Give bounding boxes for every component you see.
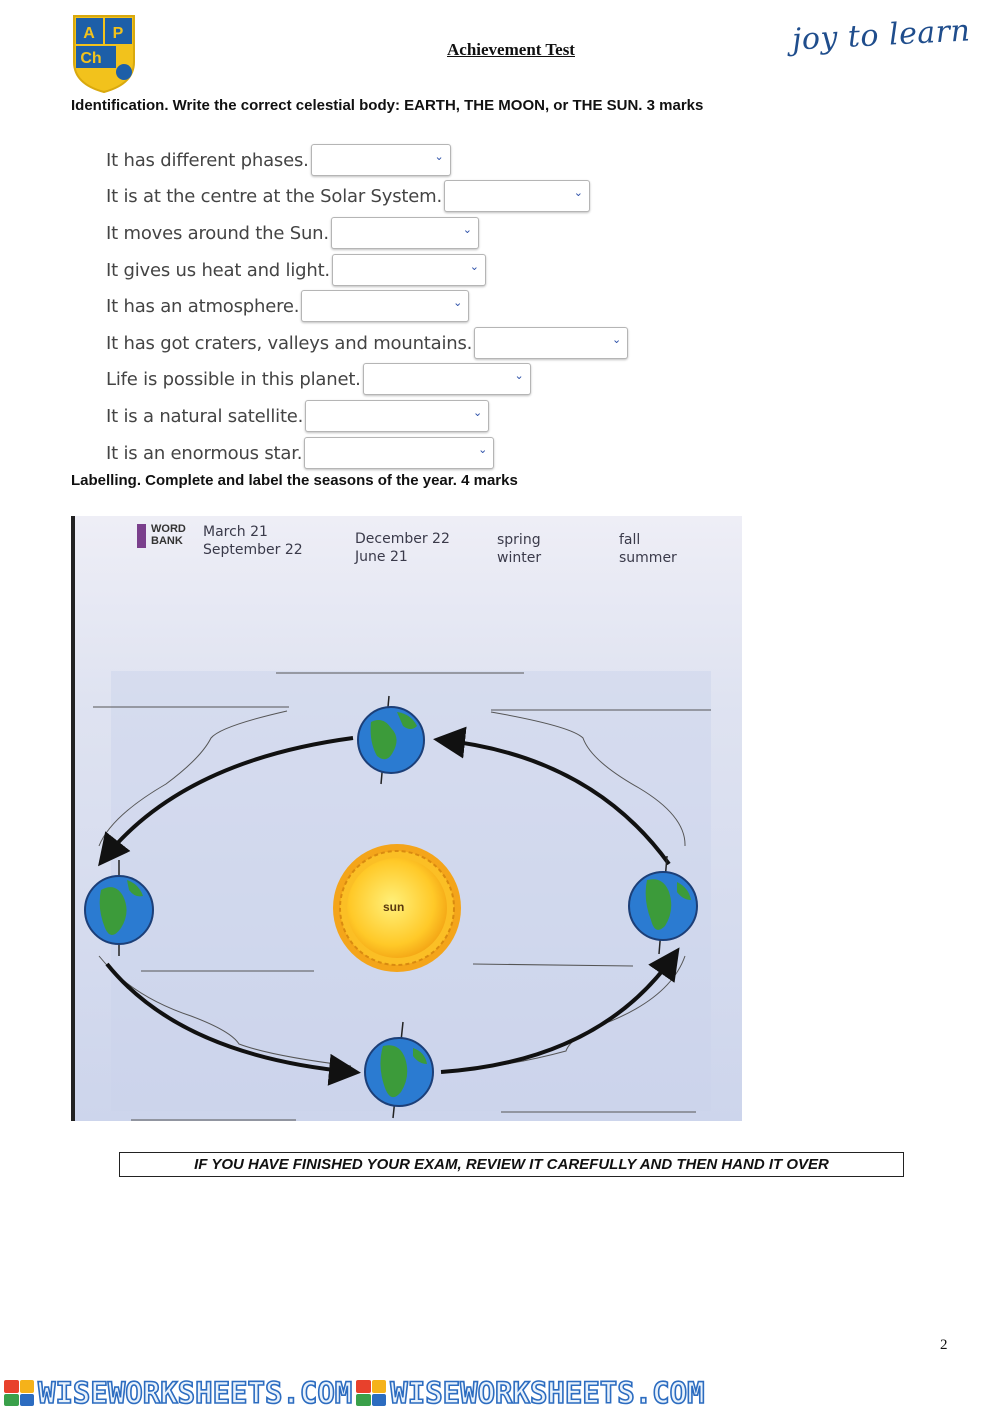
word-bank-item: winter	[497, 550, 542, 566]
question-text: It gives us heat and light.	[106, 259, 330, 281]
seasons-diagram	[71, 516, 742, 1121]
logo-letter-p: P	[112, 25, 124, 42]
chevron-down-icon: ⌄	[472, 406, 483, 419]
question-text: It is at the centre at the Solar System.	[106, 185, 443, 207]
page-title: Achievement Test	[447, 40, 575, 59]
word-bank-group	[619, 531, 677, 567]
answer-dropdown[interactable]	[444, 180, 590, 212]
chevron-down-icon: ⌄	[611, 333, 622, 346]
word-bank-item: June 21	[355, 549, 408, 565]
chevron-down-icon: ⌄	[434, 150, 444, 163]
wiseworksheets-logo-icon	[4, 1380, 34, 1406]
brand-logo: joy to learn	[791, 13, 972, 58]
chevron-down-icon: ⌄	[462, 223, 472, 236]
seasons-illustration	[71, 516, 742, 1121]
word-bank-item: fall	[619, 532, 641, 548]
word-bank-label-bank: BANK	[151, 535, 183, 547]
question-text: It has different phases.	[106, 149, 309, 171]
logo-letter-ch: Ch	[80, 50, 102, 67]
question-row	[106, 217, 479, 249]
chevron-down-icon: ⌄	[453, 296, 463, 309]
question-row	[106, 400, 489, 432]
question-row	[106, 327, 628, 359]
chevron-down-icon: ⌄	[514, 369, 524, 382]
chevron-down-icon: ⌄	[478, 443, 488, 456]
sun-label: sun	[383, 900, 405, 914]
section-heading-identification: Identification. Write the correct celestial body: EARTH, THE MOON, or THE SUN. 3 marks	[71, 97, 704, 114]
word-bank-badge	[137, 524, 189, 548]
word-bank-item: March 21	[203, 524, 268, 540]
word-bank-group	[355, 530, 450, 566]
page-number: 2	[940, 1337, 948, 1353]
word-bank-group	[203, 523, 303, 559]
watermark-banner	[0, 1378, 1000, 1408]
question-row	[106, 144, 451, 176]
word-bank-item: September 22	[203, 542, 303, 558]
watermark-text: WISEWORKSHEETS.COM	[38, 1376, 353, 1410]
watermark-text: WISEWORKSHEETS.COM	[390, 1376, 705, 1410]
answer-dropdown[interactable]	[331, 217, 479, 249]
question-row	[106, 363, 531, 395]
question-text: It moves around the Sun.	[106, 222, 329, 244]
question-text: It has got craters, valleys and mountains.	[106, 332, 473, 354]
answer-dropdown[interactable]	[304, 437, 494, 469]
word-bank-item: summer	[619, 550, 677, 566]
question-row	[106, 180, 590, 212]
question-text: It is an enormous star.	[106, 442, 303, 464]
question-row	[106, 437, 494, 469]
chevron-down-icon: ⌄	[573, 186, 584, 199]
watermark-unit	[4, 1378, 352, 1408]
answer-dropdown[interactable]	[332, 254, 486, 286]
wiseworksheets-logo-icon	[356, 1380, 386, 1406]
question-row	[106, 290, 469, 322]
logo-letter-a: A	[83, 25, 95, 42]
answer-dropdown[interactable]	[311, 144, 451, 176]
question-text: Life is possible in this planet.	[106, 368, 361, 390]
answer-dropdown[interactable]	[474, 327, 628, 359]
question-text: It has an atmosphere.	[106, 295, 300, 317]
chevron-down-icon: ⌄	[469, 260, 479, 273]
question-row	[106, 254, 486, 286]
finish-notice: IF YOU HAVE FINISHED YOUR EXAM, REVIEW IT CAREFULLY AND THEN HAND IT OVER	[119, 1152, 904, 1177]
answer-dropdown[interactable]	[305, 400, 489, 432]
watermark-unit	[356, 1378, 704, 1408]
word-bank-item: December 22	[355, 531, 450, 547]
answer-dropdown[interactable]	[363, 363, 531, 395]
word-bank-item: spring	[497, 532, 541, 548]
answer-dropdown[interactable]	[301, 290, 469, 322]
word-bank-group	[497, 531, 541, 567]
section-heading-labelling: Labelling. Complete and label the seasons of the year. 4 marks	[71, 472, 518, 489]
word-bank-label-word: WORD	[151, 523, 186, 535]
question-text: It is a natural satellite.	[106, 405, 304, 427]
